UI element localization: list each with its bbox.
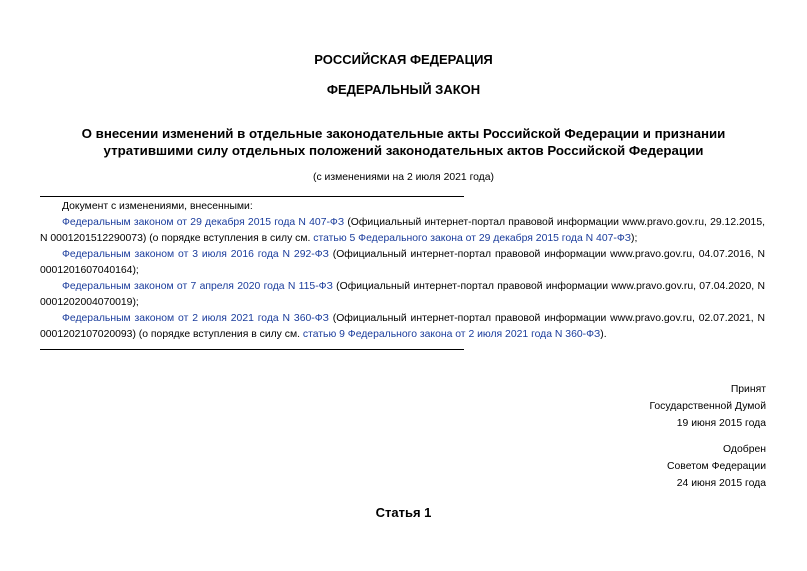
duma-adopted-label: Принят [730, 384, 766, 395]
law-title-line-1: О внесении изменений в отдельные законодательные акты Российской Федерации и признании [81, 126, 726, 141]
law-title-line-2: утратившими силу отдельных положений законодательных актов Российской Федерации [103, 143, 704, 158]
amendment-link[interactable]: Федеральным законом от 29 декабря 2015 года N 407-ФЗ [62, 217, 345, 228]
edition-note: (с изменениями на 2 июля 2021 года) [313, 172, 494, 183]
document-type: ФЕДЕРАЛЬНЫЙ ЗАКОН [326, 82, 481, 97]
amendment-text: (Официальный интернет-портал правовой информации www.pravo.gov.ru, 29.12.2015, N 0001201512290073) (о порядке вступления в силу см. [40, 217, 765, 244]
amendments-intro: Документ с изменениями, внесенными: [62, 201, 253, 212]
council-approval [667, 441, 766, 492]
article-heading: Статья 1 [375, 505, 432, 520]
amendment-text: (Официальный интернет-портал правовой информации www.pravo.gov.ru, 04.07.2016, N 0001201607040164); [40, 249, 765, 276]
duma-name: Государственной Думой [649, 401, 766, 412]
council-name: Советом Федерации [667, 461, 766, 472]
amendment-tail: ); [631, 233, 638, 244]
amendment-reference-link[interactable]: статью 5 Федерального закона от 29 декабря 2015 года N 407-ФЗ [313, 233, 632, 244]
amendment-item [40, 215, 765, 247]
law-title [0, 125, 807, 159]
duma-adoption [649, 381, 766, 432]
divider-bottom [40, 349, 464, 350]
amendment-item [40, 279, 765, 311]
duma-date: 19 июня 2015 года [676, 418, 766, 429]
amendment-link[interactable]: Федеральным законом от 7 апреля 2020 года N 115-ФЗ [62, 281, 333, 292]
amendments-list [40, 199, 765, 343]
amendment-item [40, 311, 765, 343]
amendment-link[interactable]: Федеральным законом от 3 июля 2016 года N 292-ФЗ [62, 249, 329, 260]
amendment-link[interactable]: Федеральным законом от 2 июля 2021 года N 360-ФЗ [62, 313, 329, 324]
amendment-tail: ). [600, 329, 607, 340]
amendment-text: (Официальный интернет-портал правовой информации www.pravo.gov.ru, 02.07.2021, N 0001202107020093) (о порядке вступления в силу см. [40, 313, 765, 340]
amendment-item [40, 247, 765, 279]
council-date: 24 июня 2015 года [676, 478, 766, 489]
country-heading: РОССИЙСКАЯ ФЕДЕРАЦИЯ [314, 52, 493, 67]
amendment-reference-link[interactable]: статью 9 Федерального закона от 2 июля 2021 года N 360-ФЗ [302, 329, 601, 340]
council-approved-label: Одобрен [723, 444, 766, 455]
amendment-text: (Официальный интернет-портал правовой информации www.pravo.gov.ru, 07.04.2020, N 0001202004070019); [40, 281, 765, 308]
divider-top [40, 196, 464, 197]
